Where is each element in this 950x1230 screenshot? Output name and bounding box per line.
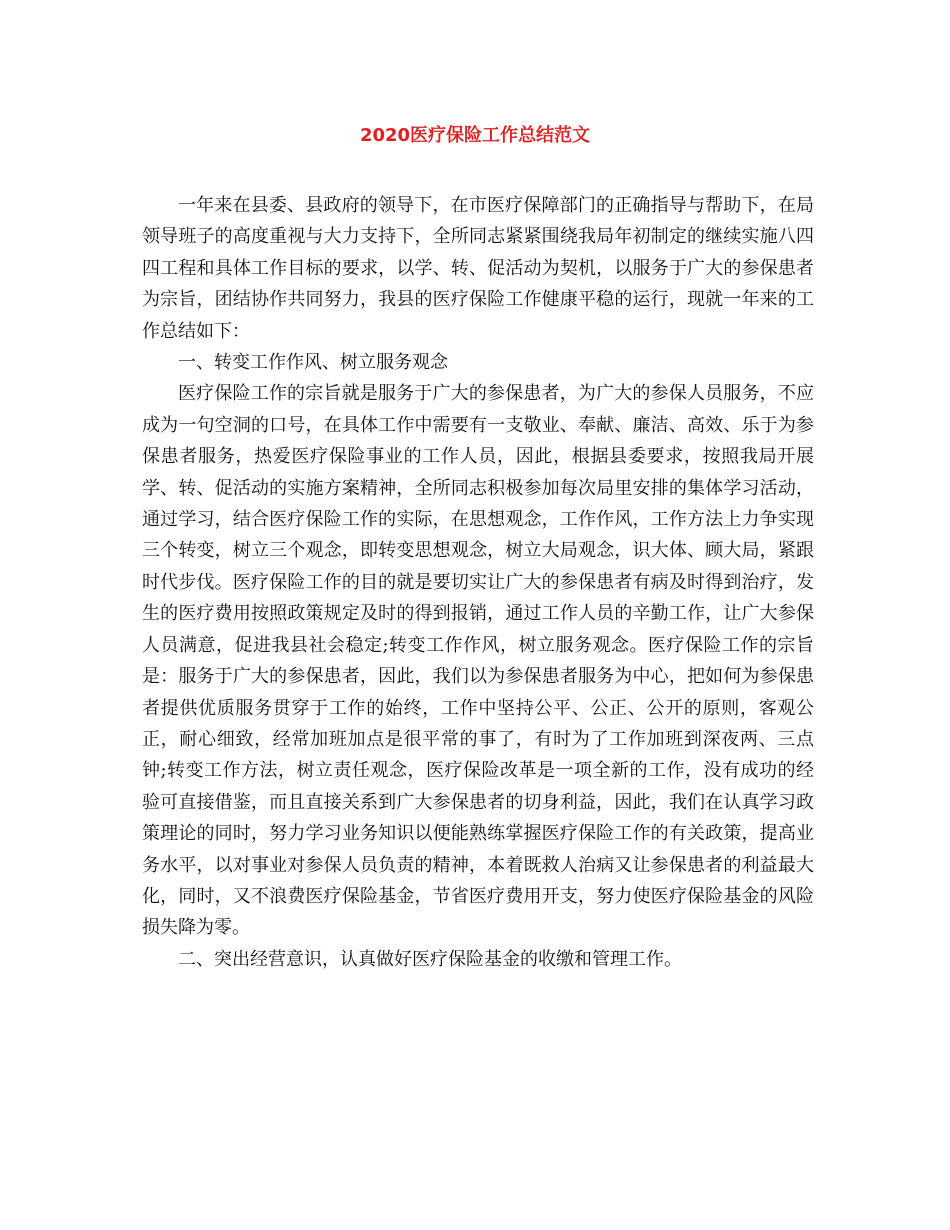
paragraph-section-1: 医疗保险工作的宗旨就是服务于广大的参保患者，为广大的参保人员服务，不应成为一句空洞的口号，在具体工作中需要有一支敬业、奉献、廉洁、高效、乐于为参保患者服务，热爱医疗保险事业的工作人员，因此，根据县委要求，按照我局开展学、转、促活动的实施方案精神，全所同志积极参加每次局里安排的集体学习活动，通过学习，结合医疗保险工作的实际，在思想观念，工作作风，工作方法上力争实现三个转变，树立三个观念，即转变思想观念，树立大局观念，识大体、顾大局，紧跟时代步伐。医疗保险工作的目的就是要切实让广大的参保患者有病及时得到治疗，发生的医疗费用按照政策规定及时的得到报销，通过工作人员的辛勤工作，让广大参保人员满意，促进我县社会稳定;转变工作作风，树立服务观念。医疗保险工作的宗旨是：服务于广大的参保患者，因此，我们以为参保患者服务为中心，把如何为参保患者提供优质服务贯穿于工作的始终，工作中坚持公平、公正、公开的原则，客观公正，耐心细致，经常加班加点是很平常的事了，有时为了工作加班到深夜两、三点钟;转变工作方法，树立责任观念，医疗保险改革是一项全新的工作，没有成功的经验可直接借鉴，而且直接关系到广大参保患者的切身利益，因此，我们在认真学习政策理论的同时，努力学习业务知识以便能熟练掌握医疗保险工作的有关政策，提高业务水平，以对事业对参保人员负责的精神，本着既救人治病又让参保患者的利益最大化，同时，又不浪费医疗保险基金，节省医疗费用开支，努力使医疗保险基金的风险损失降为零。 bbox=[142, 383, 814, 939]
document-title: 2020医疗保险工作总结范文 bbox=[359, 125, 591, 146]
section-heading-2: 二、突出经营意识，认真做好医疗保险基金的收缴和管理工作。 bbox=[178, 948, 682, 970]
section-heading-1: 一、转变工作作风、树立服务观念 bbox=[178, 352, 448, 374]
paragraph-intro: 一年来在县委、县政府的领导下，在市医疗保障部门的正确指导与帮助下，在局领导班子的高度重视与大力支持下，全所同志紧紧围绕我局年初制定的继续实施八四四工程和具体工作目标的要求，以学、转、促活动为契机，以服务于广大的参保患者为宗旨，团结协作共同努力，我县的医疗保险工作健康平稳的运行，现就一年来的工作总结如下： bbox=[142, 195, 814, 342]
document-body bbox=[142, 190, 814, 975]
